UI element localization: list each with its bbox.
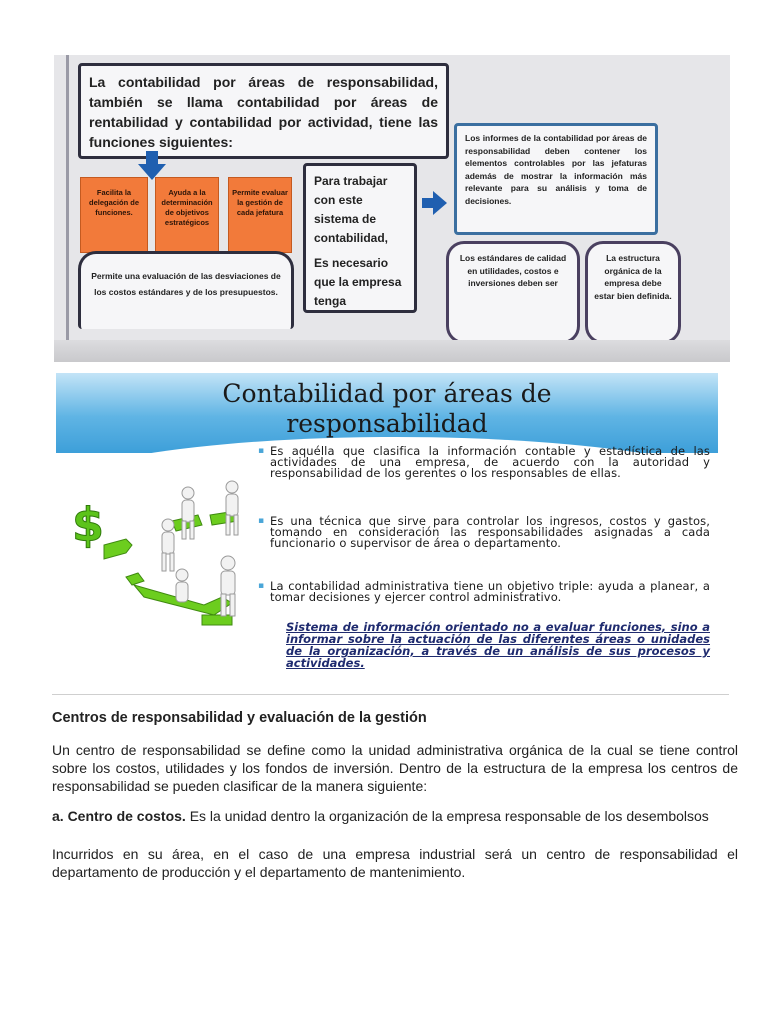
work-system-text-2: Es necesario que la empresa tenga [314, 256, 402, 308]
slide-image [56, 373, 718, 693]
slide-bullet-2: ▪ Es una técnica que sirve para controlar los ingresos, costos y gastos, tomando en consideración las responsabilidades asignadas a cada funcionario o supervisor de área o departamento. [270, 516, 710, 549]
people-puzzle-dollar-icon [64, 475, 272, 665]
arrow-right-icon [422, 190, 448, 216]
orange-box-evaluation-text: Permite evaluar la gestión de cada jefatura [232, 188, 288, 217]
main-function-text: La contabilidad por áreas de responsabilidad, también se llama contabilidad por áreas de rentabilidad y contabilidad por actividad, tiene las funciones siguientes: [89, 74, 438, 150]
deviation-text: Permite una evaluación de las desviaciones de los costos estándares y de los presupuestos. [91, 271, 281, 297]
whiteboard-photo [54, 55, 730, 362]
orange-box-objectives [155, 177, 219, 253]
orange-box-evaluation [228, 177, 292, 253]
work-system-box [303, 163, 417, 313]
section-heading: Centros de responsabilidad y evaluación de la gestión [52, 710, 427, 726]
slide-title-line-1: Contabilidad por áreas de [222, 379, 552, 408]
cost-center-label: a. Centro de costos. [52, 808, 186, 824]
divider [52, 694, 729, 695]
orange-box-delegation [80, 177, 148, 253]
standards-text: Los estándares de calidad en utilidades, costos e inversiones deben ser [459, 253, 567, 288]
reports-box [454, 123, 658, 235]
deviation-box [78, 251, 294, 329]
slide-bullet-3: ▪ La contabilidad administrativa tiene un objetivo triple: ayuda a planear, a tomar decisiones y ejercer control administrativo. [270, 581, 710, 603]
paragraph-incurred: Incurridos en su área, en el caso de una empresa industrial será un centro de responsabilidad el departamento de producción y el departamento de mantenimiento. [52, 846, 738, 880]
svg-text:$: $ [72, 498, 105, 552]
paragraph-cost-center [52, 807, 738, 825]
standards-box [446, 241, 580, 344]
board-bottom-edge [54, 340, 730, 362]
slide-bullet-1: ▪ Es aquélla que clasifica la información contable y estadística de las actividades de una empresa, de acuerdo con la autoridad y responsabilidad de los gerentes o los responsables de ellas. [270, 446, 710, 479]
slide-title-line-2: responsabilidad [286, 409, 488, 438]
work-system-text-1: Para trabajar con este sistema de contabilidad, [314, 174, 389, 245]
structure-text: La estructura orgánica de la empresa debe estar bien definida. [594, 253, 672, 301]
slide-highlight-text: Sistema de información orientado no a evaluar funciones, sino a informar sobre la actuación de las diferentes áreas o unidades de la organización, a través de un análisis de sus procesos y actividades. [286, 620, 710, 670]
slide-highlight [286, 621, 710, 669]
paragraph-definition: Un centro de responsabilidad se define como la unidad administrativa orgánica de la cual se tiene control sobre los costos, utilidades y los fondos de inversión. Dentro de la estructura de la empresa los centros de responsabilidad se pueden clasificar de la manera siguiente: [52, 742, 738, 794]
orange-box-objectives-text: Ayuda a la determinación de objetivos estratégicos [161, 188, 213, 227]
orange-box-delegation-text: Facilita la delegación de funciones. [88, 188, 139, 217]
slide-title [56, 379, 718, 439]
main-function-box [78, 63, 449, 159]
structure-box [585, 241, 681, 344]
reports-text: Los informes de la contabilidad por áreas de responsabilidad deben contener los elementos controlables por las jefaturas además de mostrar la información más relevante para su análisis y toma de decisiones. [465, 133, 647, 206]
board-frame-line [66, 55, 69, 345]
cost-center-text: Es la unidad dentro la organización de la empresa responsable de los desembolsos [185, 808, 709, 824]
